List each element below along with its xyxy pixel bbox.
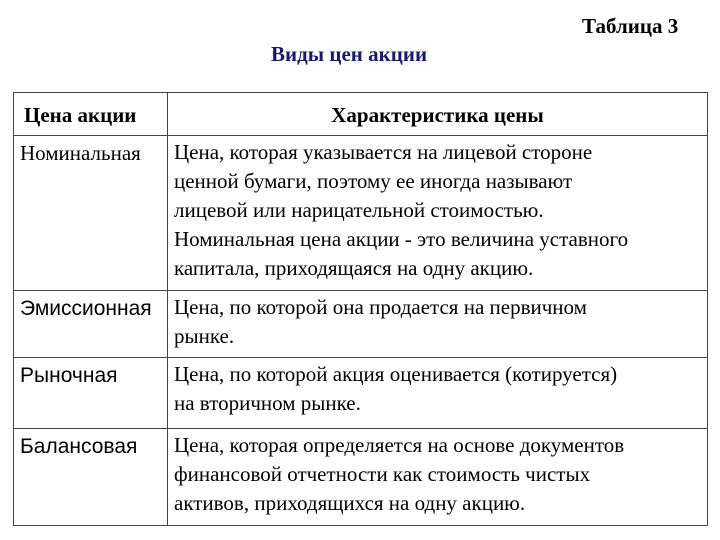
table-row xyxy=(14,136,708,291)
price-type-name: Рыночная xyxy=(14,358,168,429)
description-line: лицевой или нарицательной стоимостью. xyxy=(174,198,544,222)
table-number-label: Таблица 3 xyxy=(582,14,679,38)
price-description xyxy=(168,291,708,358)
price-types-table xyxy=(13,92,708,526)
price-type-name: Балансовая xyxy=(14,429,168,526)
description-line: капитала, приходящаяся на одну акцию. xyxy=(174,256,534,280)
price-type-name: Эмиссионная xyxy=(14,291,168,358)
description-line: активов, приходящихся на одну акцию. xyxy=(174,491,526,515)
description-line: Цена, по которой акция оценивается (котируется) xyxy=(174,362,618,386)
price-description xyxy=(168,358,708,429)
description-line: ценной бумаги, поэтому ее иногда называют xyxy=(174,169,573,193)
price-description xyxy=(168,429,708,526)
price-description xyxy=(168,136,708,291)
description-line: Цена, которая указывается на лицевой стороне xyxy=(174,140,593,164)
column-header-characteristic: Характеристика цены xyxy=(168,93,708,136)
description-line: на вторичном рынке. xyxy=(174,391,361,415)
price-type-name: Номинальная xyxy=(14,136,168,291)
column-header-price: Цена акции xyxy=(14,93,168,136)
table-header-row xyxy=(14,93,708,136)
table-row xyxy=(14,429,708,526)
description-line: Цена, по которой она продается на первичном xyxy=(174,295,587,319)
table-row xyxy=(14,358,708,429)
description-line: Цена, которая определяется на основе документов xyxy=(174,433,625,457)
page-title: Виды цен акции xyxy=(271,42,428,66)
table-row xyxy=(14,291,708,358)
description-line: Номинальная цена акции - это величина уставного xyxy=(174,227,629,251)
description-line: рынке. xyxy=(174,324,235,348)
description-line: финансовой отчетности как стоимость чистых xyxy=(174,462,591,486)
